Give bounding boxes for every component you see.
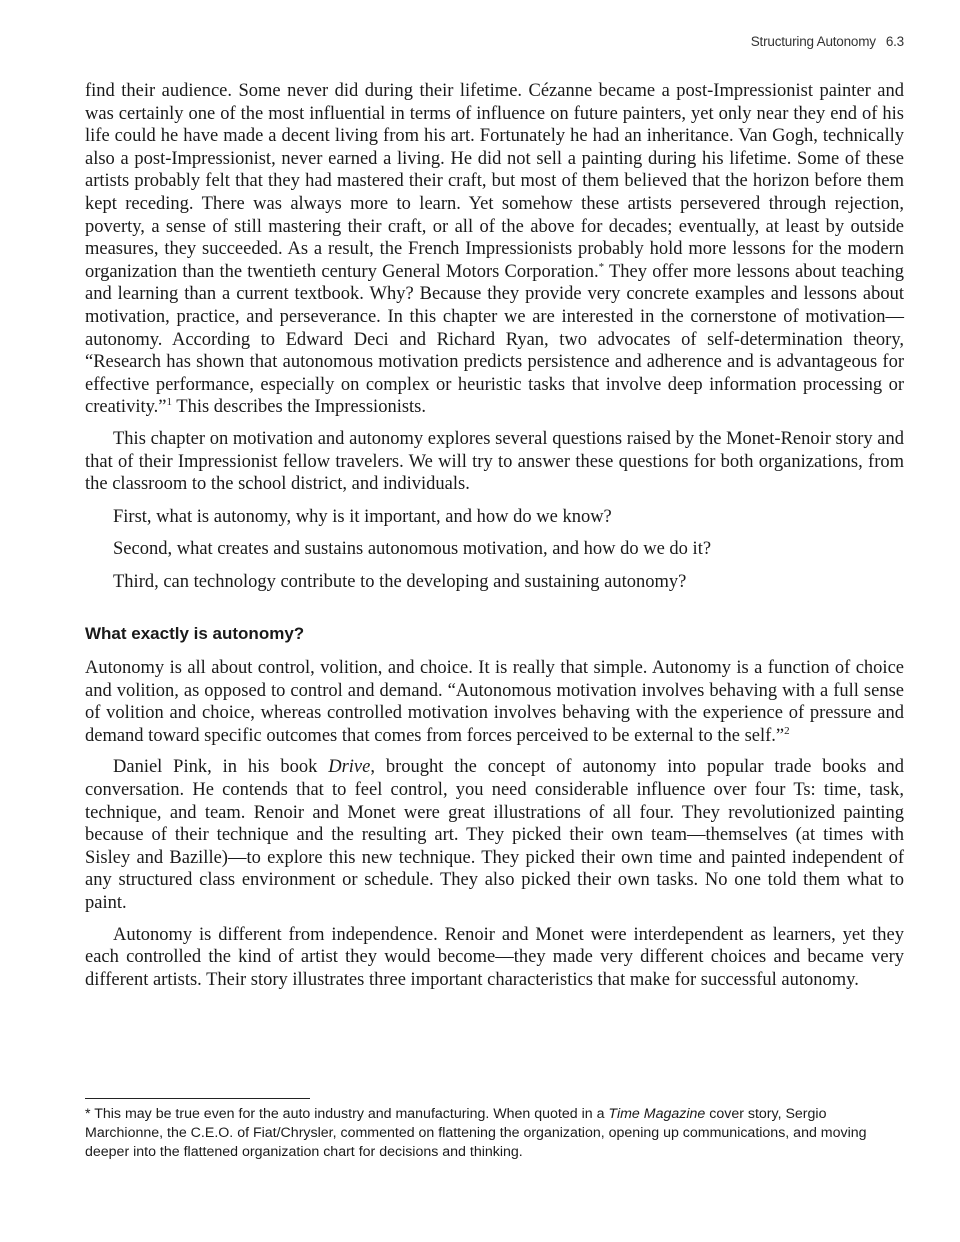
paragraph-4-text-b: , brought the concept of autonomy into popular trade books and conversation. He contends that to feel control, you need considerable influence over four Ts: time, task, technique, and team. Renoir and Monet were great illustrations of all four. They revolutionized painting because of their technique and the resulting art. They picked their own team—themselves (at times with Sisley and Bazille)—to explore this new technique. They picked their own time and painted independent of any structured class environment or schedule. They also picked their own tasks. No one told them what to paint.: [85, 757, 904, 913]
page-number: 6.3: [885, 34, 904, 49]
magazine-title: Time Magazine: [608, 1106, 706, 1122]
footnote-text-a: * This may be true even for the auto industry and manufacturing. When quoted in a: [85, 1106, 609, 1122]
paragraph-5: Autonomy is different from independence. Renoir and Monet were interdependent as learners, yet they each controlled the kind of artist they would become—they made very different choices and became very different artists. Their story illustrates three important characteristics that make for successful autonomy.: [85, 924, 904, 990]
paragraph-1-text-a: find their audience. Some never did during their lifetime. Cézanne became a post-Impressionist painter and was certainly one of the most influential in terms of influence on future painters, yet only near they end of his life could he have made a decent living from his art. Fortunately he had an inheritance. Van Gogh, technically also a post-Impressionist, never earned a living. He did not sell a painting during his lifetime. Some of these artists probably felt that they had mastered their craft, but most of them believed that the horizon before them kept receding. There was always more to learn. Yet somehow these artists persevered through rejection, poverty, a sense of still mastering their craft, or all of the above for decades; eventually, at least by outside measures, they succeeded. As a result, the French Impressionists probably hold more lessons for the modern organization than the twentieth century General Motors Corporation.: [85, 81, 904, 282]
endnote-marker-2: 2: [784, 724, 790, 737]
section-heading: What exactly is autonomy?: [85, 624, 305, 644]
paragraph-2: This chapter on motivation and autonomy explores several questions raised by the Monet-Renoir story and that of their Impressionist fellow travelers. We will try to answer these questions for both organizations, from the classroom to the school district, and individuals.: [85, 428, 904, 495]
footnote-divider: [85, 1098, 310, 1099]
question-1: First, what is autonomy, why is it important, and how do we know?: [113, 506, 612, 527]
question-2: Second, what creates and sustains autonomous motivation, and how do we do it?: [113, 539, 712, 560]
paragraph-3-text: Autonomy is all about control, volition, and choice. It is really that simple. Autonomy is a function of choice and volition, as opposed to control and demand. “Autonomous motivation involves behaving with a full sense of volition and choice, whereas controlled motivation involves behaving with the experience of pressure and demand toward specific outcomes that comes from forces perceived to be external to the self.”: [85, 658, 904, 746]
paragraph-4: [85, 756, 904, 914]
paragraph-1: [85, 80, 904, 419]
paragraph-4-text-a: Daniel Pink, in his book: [113, 757, 329, 778]
paragraph-1-text-c: This describes the Impressionists.: [172, 397, 427, 418]
footnote: [85, 1105, 904, 1162]
question-3: Third, can technology contribute to the developing and sustaining autonomy?: [113, 571, 687, 592]
header-title: Structuring Autonomy: [750, 34, 876, 49]
paragraph-1-text-b: They offer more lessons about teaching and learning than a current textbook. Why? Because they provide very concrete examples and lessons about motivation, practice, and perseverance. In this chapter we are interested in the cornerstone of motivation—autonomy. According to Edward Deci and Richard Ryan, two advocates of self-determination theory, “Research has shown that autonomous motivation predicts persistence and adherence and is advantageous for effective performance, especially on complex or heuristic tasks that involve deep information processing or creativity.”: [85, 261, 905, 418]
footnote-marker-star: *: [598, 260, 605, 273]
footnote-text-b: cover story, Sergio Marchionne, the C.E.O. of Fiat/Chrysler, commented on flattening the organization, opening up communications, and moving deeper into the flattened organization chart for decisions and thinking.: [85, 1106, 867, 1160]
book-title: Drive: [328, 757, 371, 778]
endnote-marker-1: 1: [166, 396, 172, 409]
body-text: [85, 80, 904, 991]
paragraph-3: [85, 657, 904, 747]
running-header: [751, 34, 904, 49]
